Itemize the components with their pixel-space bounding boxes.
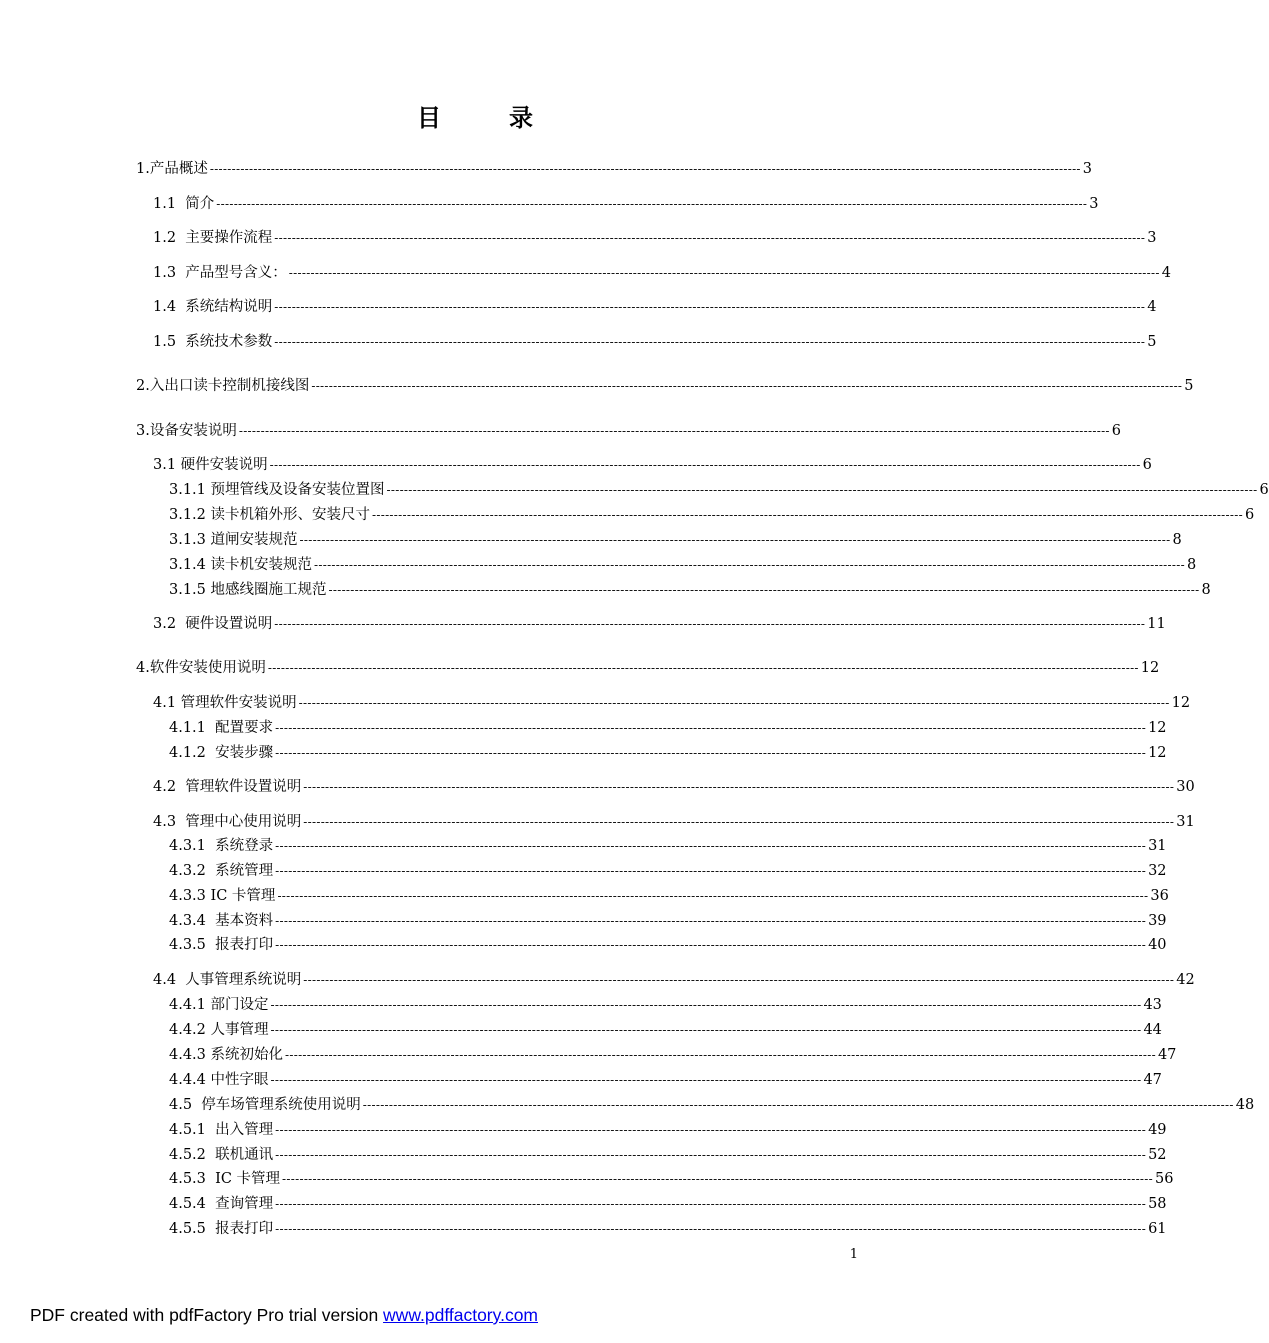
toc-entry-label: 4.1.1 配置要求 — [169, 720, 274, 736]
toc-leader: -------------------------------------------------------------------------------------------------------------------------------------------------------------------------------------------------------- — [303, 815, 1175, 829]
toc-entry-page: 6 — [1111, 423, 1122, 439]
toc-entry[interactable] — [153, 228, 1157, 248]
toc-entry[interactable] — [169, 1169, 1174, 1189]
toc-entry[interactable] — [153, 970, 1195, 990]
toc-entry-page: 31 — [1176, 814, 1195, 830]
toc-entry-page: 5 — [1147, 334, 1157, 350]
toc-leader: -------------------------------------------------------------------------------------------------------------------------------------------------------------------------------------------------------- — [270, 998, 1142, 1012]
toc-entry-page: 49 — [1148, 1122, 1167, 1138]
toc-entry-label: 4.3.2 系统管理 — [169, 863, 274, 879]
toc-entry-label: 4.5.2 联机通讯 — [169, 1147, 274, 1163]
toc-leader: -------------------------------------------------------------------------------------------------------------------------------------------------------------------------------------------------------- — [303, 780, 1175, 794]
toc-entry-label: 4.4.4 中性字眼 — [169, 1072, 269, 1088]
footer-link[interactable]: www.pdffactory.com — [383, 1305, 539, 1325]
toc-leader: -------------------------------------------------------------------------------------------------------------------------------------------------------------------------------------------------------- — [216, 197, 1088, 211]
toc-entry-page: 40 — [1148, 937, 1167, 953]
toc-entry-label: 4.3.1 系统登录 — [169, 838, 274, 854]
toc-leader: -------------------------------------------------------------------------------------------------------------------------------------------------------------------------------------------------------- — [275, 864, 1147, 878]
toc-entry-page: 3 — [1082, 161, 1093, 177]
toc-leader: -------------------------------------------------------------------------------------------------------------------------------------------------------------------------------------------------------- — [270, 1023, 1142, 1037]
toc-entry-page: 8 — [1201, 582, 1211, 598]
toc-entry-label: 4.3.4 基本资料 — [169, 913, 274, 929]
toc-leader: -------------------------------------------------------------------------------------------------------------------------------------------------------------------------------------------------------- — [372, 508, 1243, 522]
toc-entry[interactable] — [169, 555, 1197, 575]
toc-entry-label: 4.4.1 部门设定 — [169, 997, 269, 1013]
toc-leader: -------------------------------------------------------------------------------------------------------------------------------------------------------------------------------------------------------- — [275, 1123, 1147, 1137]
toc-entry-page: 56 — [1154, 1171, 1174, 1187]
toc-entry-page: 58 — [1148, 1196, 1167, 1212]
toc-entry-page: 4 — [1147, 299, 1157, 315]
toc-leader: -------------------------------------------------------------------------------------------------------------------------------------------------------------------------------------------------------- — [328, 583, 1200, 597]
toc-leader: -------------------------------------------------------------------------------------------------------------------------------------------------------------------------------------------------------- — [275, 721, 1147, 735]
toc-entry-page: 44 — [1143, 1022, 1162, 1038]
toc-entry[interactable] — [169, 1095, 1255, 1115]
toc-entry[interactable] — [169, 718, 1167, 738]
toc-entry[interactable] — [136, 421, 1122, 441]
toc-entry-page: 8 — [1172, 532, 1182, 548]
toc-entry-label: 1.2 主要操作流程 — [153, 230, 273, 246]
toc-entry[interactable] — [169, 1145, 1167, 1165]
toc-entry-label: 4.3.3 IC 卡管理 — [169, 888, 276, 904]
toc-entry-label: 3.设备安装说明 — [136, 423, 237, 439]
toc-entry[interactable] — [169, 480, 1269, 500]
toc-leader: -------------------------------------------------------------------------------------------------------------------------------------------------------------------------------------------------------- — [275, 914, 1147, 928]
toc-entry-page: 5 — [1184, 378, 1194, 394]
toc-entry[interactable] — [169, 886, 1169, 906]
toc-entry[interactable] — [169, 743, 1167, 763]
toc-entry-label: 4.5.4 查询管理 — [169, 1196, 274, 1212]
toc-leader: -------------------------------------------------------------------------------------------------------------------------------------------------------------------------------------------------------- — [275, 1148, 1147, 1162]
toc-leader: -------------------------------------------------------------------------------------------------------------------------------------------------------------------------------------------------------- — [275, 1197, 1147, 1211]
toc-leader: -------------------------------------------------------------------------------------------------------------------------------------------------------------------------------------------------------- — [270, 1073, 1142, 1087]
toc-leader: -------------------------------------------------------------------------------------------------------------------------------------------------------------------------------------------------------- — [209, 162, 1081, 176]
toc-entry[interactable] — [153, 812, 1195, 832]
toc-entry-page: 4 — [1161, 265, 1171, 281]
toc-entry-label: 4.3 管理中心使用说明 — [153, 814, 302, 830]
toc-entry[interactable] — [136, 159, 1093, 179]
page-number: 1 — [849, 1247, 858, 1262]
toc-entry-page: 8 — [1186, 557, 1197, 573]
toc-entry-page: 47 — [1143, 1072, 1162, 1088]
toc-leader: -------------------------------------------------------------------------------------------------------------------------------------------------------------------------------------------------------- — [238, 424, 1110, 438]
toc-leader: -------------------------------------------------------------------------------------------------------------------------------------------------------------------------------------------------------- — [362, 1098, 1234, 1112]
toc-entry-label: 4.4.3 系统初始化 — [169, 1047, 284, 1063]
toc-entry-page: 3 — [1089, 196, 1099, 212]
toc-entry[interactable] — [136, 376, 1194, 396]
toc-entry-label: 4.软件安装使用说明 — [136, 660, 266, 676]
page-title: 目 录 — [417, 103, 555, 132]
toc-entry-label: 4.5 停车场管理系统使用说明 — [169, 1097, 361, 1113]
toc-entry-page: 12 — [1140, 660, 1160, 676]
toc-entry[interactable] — [153, 455, 1152, 475]
toc-entry-page: 52 — [1148, 1147, 1167, 1163]
toc-leader: -------------------------------------------------------------------------------------------------------------------------------------------------------------------------------------------------------- — [311, 379, 1183, 393]
toc-leader: -------------------------------------------------------------------------------------------------------------------------------------------------------------------------------------------------------- — [277, 889, 1149, 903]
toc-entry[interactable] — [153, 263, 1171, 283]
toc-entry-page: 6 — [1142, 457, 1152, 473]
toc-entry[interactable] — [169, 861, 1167, 881]
toc-entry[interactable] — [169, 1194, 1167, 1214]
toc-leader: -------------------------------------------------------------------------------------------------------------------------------------------------------------------------------------------------------- — [299, 533, 1171, 547]
toc-entry-label: 2.入出口读卡控制机接线图 — [136, 378, 310, 394]
toc-leader: -------------------------------------------------------------------------------------------------------------------------------------------------------------------------------------------------------- — [274, 335, 1146, 349]
toc-entry[interactable] — [153, 332, 1157, 352]
footer-text: PDF created with pdfFactory Pro trial version — [30, 1305, 384, 1325]
toc-entry-page: 32 — [1148, 863, 1167, 879]
toc-entry-label: 3.1 硬件安装说明 — [153, 457, 268, 473]
toc-entry-page: 31 — [1148, 838, 1167, 854]
toc-leader: -------------------------------------------------------------------------------------------------------------------------------------------------------------------------------------------------------- — [275, 746, 1147, 760]
toc-entry-label: 4.3.5 报表打印 — [169, 937, 274, 953]
toc-leader: -------------------------------------------------------------------------------------------------------------------------------------------------------------------------------------------------------- — [275, 839, 1147, 853]
toc-leader: -------------------------------------------------------------------------------------------------------------------------------------------------------------------------------------------------------- — [386, 483, 1258, 497]
toc-leader: -------------------------------------------------------------------------------------------------------------------------------------------------------------------------------------------------------- — [288, 266, 1160, 280]
toc-entry[interactable] — [169, 911, 1167, 931]
toc-entry-label: 3.1.1 预埋管线及设备安装位置图 — [169, 482, 385, 498]
toc-leader: -------------------------------------------------------------------------------------------------------------------------------------------------------------------------------------------------------- — [298, 696, 1170, 710]
toc-entry-label: 4.5.5 报表打印 — [169, 1221, 274, 1237]
toc-leader: -------------------------------------------------------------------------------------------------------------------------------------------------------------------------------------------------------- — [275, 938, 1147, 952]
toc-leader: -------------------------------------------------------------------------------------------------------------------------------------------------------------------------------------------------------- — [275, 1222, 1147, 1236]
toc-entry[interactable] — [169, 935, 1167, 955]
toc-leader: -------------------------------------------------------------------------------------------------------------------------------------------------------------------------------------------------------- — [314, 558, 1185, 572]
toc-entry-page: 36 — [1150, 888, 1169, 904]
toc-entry-label: 4.4.2 人事管理 — [169, 1022, 269, 1038]
toc-entry-page: 3 — [1147, 230, 1157, 246]
toc-leader: -------------------------------------------------------------------------------------------------------------------------------------------------------------------------------------------------------- — [269, 458, 1141, 472]
toc-entry[interactable] — [153, 614, 1166, 634]
toc-entry[interactable] — [153, 297, 1157, 317]
toc-leader: -------------------------------------------------------------------------------------------------------------------------------------------------------------------------------------------------------- — [282, 1172, 1153, 1186]
toc-entry-page: 61 — [1148, 1221, 1167, 1237]
toc-leader: -------------------------------------------------------------------------------------------------------------------------------------------------------------------------------------------------------- — [285, 1048, 1156, 1062]
toc-leader: -------------------------------------------------------------------------------------------------------------------------------------------------------------------------------------------------------- — [274, 231, 1146, 245]
pdf-footer — [30, 1305, 538, 1326]
toc-entry-page: 12 — [1148, 720, 1167, 736]
toc-entry-page: 47 — [1157, 1047, 1177, 1063]
toc-entry-label: 4.2 管理软件设置说明 — [153, 779, 302, 795]
toc-entry[interactable] — [169, 580, 1211, 600]
toc-entry-page: 11 — [1147, 616, 1166, 632]
toc-leader: -------------------------------------------------------------------------------------------------------------------------------------------------------------------------------------------------------- — [274, 300, 1146, 314]
toc-entry[interactable] — [169, 505, 1255, 525]
toc-entry-label: 4.4 人事管理系统说明 — [153, 972, 302, 988]
toc-entry-page: 12 — [1148, 745, 1167, 761]
toc-entry-label: 1.1 简介 — [153, 196, 215, 212]
toc-entry[interactable] — [169, 1219, 1167, 1239]
toc-entry-page: 12 — [1171, 695, 1191, 711]
toc-entry-label: 3.1.3 道闸安装规范 — [169, 532, 298, 548]
toc-entry-label: 1.5 系统技术参数 — [153, 334, 273, 350]
toc-entry-label: 4.1.2 安装步骤 — [169, 745, 274, 761]
toc-leader: -------------------------------------------------------------------------------------------------------------------------------------------------------------------------------------------------------- — [274, 617, 1146, 631]
toc-entry-page: 6 — [1244, 507, 1255, 523]
toc-entry-page: 43 — [1143, 997, 1162, 1013]
toc-entry[interactable] — [169, 836, 1167, 856]
toc-entry-label: 4.5.1 出入管理 — [169, 1122, 274, 1138]
toc-entry-label: 1.3 产品型号含义： — [153, 265, 287, 281]
toc-entry-label: 1.产品概述 — [136, 161, 208, 177]
toc-entry-label: 1.4 系统结构说明 — [153, 299, 273, 315]
toc-leader: -------------------------------------------------------------------------------------------------------------------------------------------------------------------------------------------------------- — [303, 973, 1175, 987]
toc-entry[interactable] — [169, 530, 1182, 550]
toc-entry[interactable] — [169, 1020, 1162, 1040]
toc-entry-label: 3.1.4 读卡机安装规范 — [169, 557, 313, 573]
toc-entry[interactable] — [136, 658, 1160, 678]
toc-entry[interactable] — [169, 1070, 1162, 1090]
toc-leader: -------------------------------------------------------------------------------------------------------------------------------------------------------------------------------------------------------- — [267, 661, 1139, 675]
toc-entry-label: 4.1 管理软件安装说明 — [153, 695, 297, 711]
toc-entry-label: 3.2 硬件设置说明 — [153, 616, 273, 632]
toc-entry-page: 48 — [1235, 1097, 1255, 1113]
toc-entry[interactable] — [169, 995, 1162, 1015]
toc-entry[interactable] — [169, 1120, 1167, 1140]
toc-entry-label: 3.1.2 读卡机箱外形、安装尺寸 — [169, 507, 371, 523]
toc-entry[interactable] — [153, 777, 1195, 797]
toc-entry-page: 6 — [1259, 482, 1269, 498]
toc-entry[interactable] — [153, 194, 1099, 214]
toc-entry-label: 3.1.5 地感线圈施工规范 — [169, 582, 327, 598]
toc-entry[interactable] — [169, 1045, 1177, 1065]
toc-entry-page: 30 — [1176, 779, 1195, 795]
toc-entry-page: 42 — [1176, 972, 1195, 988]
toc-entry-label: 4.5.3 IC 卡管理 — [169, 1171, 281, 1187]
toc-entry[interactable] — [153, 693, 1191, 713]
toc-entry-page: 39 — [1148, 913, 1167, 929]
